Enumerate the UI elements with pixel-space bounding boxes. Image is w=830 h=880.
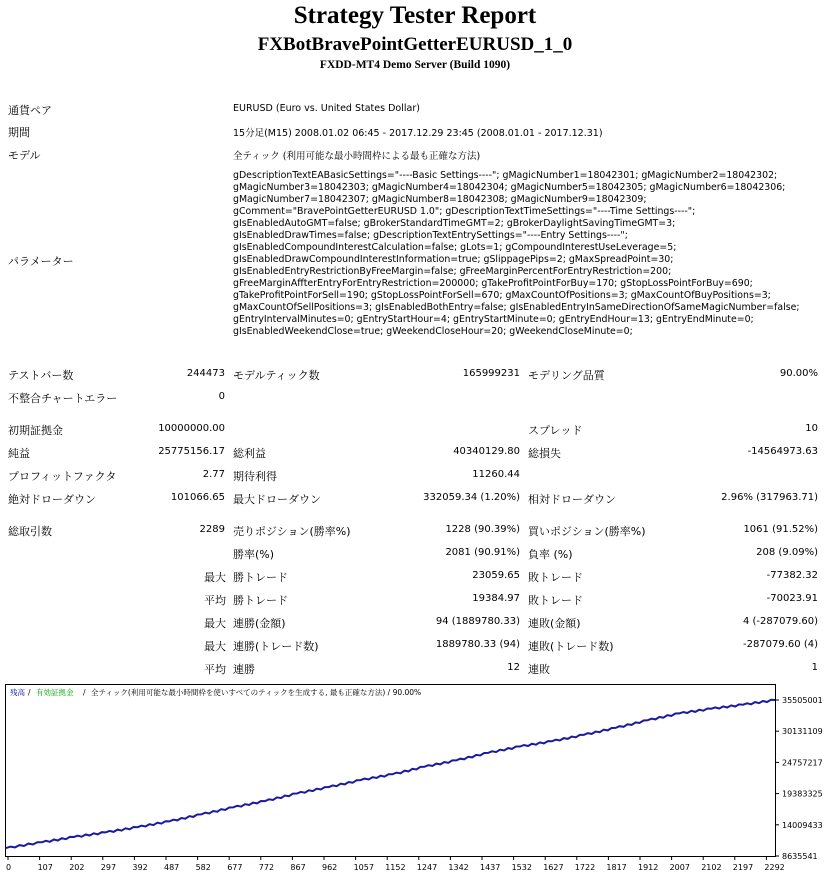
ticks-label: モデルティック数 (233, 369, 320, 382)
param-line: gMaxCountOfSellPositions=3; gIsEnabledBothEntry=false; gIsEnabledEntryInSameDirectionOfSameMagicNumber=false; (233, 302, 800, 313)
balance-point (233, 807, 234, 808)
param-line: gEntryIntervalMinutes=0; gEntryStartHour=4; gEntryStartMinute=0; gEntryEndHour=13; gEntryEndMinute=0; (233, 314, 754, 325)
max-drawdown-value: 332059.34 (1.20%) (423, 492, 520, 503)
cons-losses-money-value: 4 (-287079.60) (742, 616, 818, 627)
x-tick-label: 1722 (574, 863, 596, 872)
expert-name: FXBotBravePointGetterEURUSD_1_0 (257, 34, 573, 55)
x-tick-label: 2007 (669, 863, 690, 872)
y-tick-label: 14009433 (782, 820, 823, 830)
loss-trades-label: 負率 (%) (528, 548, 573, 561)
average-win-value: 19384.97 (472, 593, 520, 604)
balance-point (583, 734, 584, 735)
quality-label: モデリング品質 (528, 369, 605, 382)
param-line: gMagicNumber7=18042307; gMagicNumber8=18042308; gMagicNumber9=18042309; (233, 194, 647, 205)
long-positions-value: 1061 (91.52%) (743, 524, 818, 535)
avg-cons-losses-value: 1 (811, 662, 818, 673)
gross-profit-value: 40340129.80 (453, 446, 520, 457)
param-line: gIsEnabledWeekendClose=true; gWeekendCloseHour=20; gWeekendCloseMinute=0; (233, 326, 633, 337)
balance-point (424, 766, 425, 767)
param-line: gIsEnabledDrawCompoundInterestInformation=true; gSlippagePips=2; gMaxSpreadPoint=30; (233, 254, 674, 265)
x-tick-label: 392 (132, 863, 148, 872)
x-tick-label: 202 (69, 863, 85, 872)
y-tick-label: 35505001 (782, 696, 823, 705)
total-trades-value: 2289 (199, 524, 225, 535)
report-title: Strategy Tester Report (293, 2, 537, 29)
x-tick-label: 772 (258, 863, 275, 872)
net-profit-value: 25775156.17 (158, 446, 225, 457)
ticks-value: 165999231 (462, 368, 520, 379)
balance-point (201, 814, 202, 815)
param-line: gTakeProfitPointForSell=190; gStopLossPointForSell=670; gMaxCountOfPositions=3; gMaxCountOfBuyPositions=3; (233, 290, 771, 301)
parameters-label: パラメーター (8, 255, 74, 268)
cons-losses-trades-label: 連敗(トレード数) (528, 640, 614, 653)
balance-point (519, 746, 520, 747)
relative-drawdown-value: 2.96% (317963.71) (721, 492, 818, 503)
profit-factor-value: 2.77 (202, 469, 225, 480)
bars-value: 244473 (186, 368, 225, 379)
x-tick-label: 2102 (701, 863, 722, 872)
balance-point (456, 760, 457, 761)
x-tick-label: 107 (37, 863, 53, 872)
y-tick-label: 30131109 (782, 727, 823, 737)
average-loss-label: 敗トレード (528, 594, 583, 607)
cons-losses-trades-value: -287079.60 (4) (742, 639, 818, 650)
expected-payoff-label: 期待利得 (233, 470, 277, 483)
x-tick-label: 1437 (480, 863, 501, 872)
balance-point (296, 793, 297, 794)
avg-cons-losses-label: 連敗 (528, 663, 550, 676)
x-tick-label: 1342 (448, 863, 469, 872)
server-info: FXDD-MT4 Demo Server (Build 1090) (319, 59, 511, 71)
short-positions-label: 売りポジション(勝率%) (233, 525, 351, 538)
param-line: gComment="BravePointGetterEURUSD 1.0"; gDescriptionTextTimeSettings="----Time Settings----"; (233, 206, 696, 217)
balance-point (41, 842, 42, 843)
absolute-drawdown-label: 絶対ドローダウン (8, 493, 96, 506)
spread-value: 10 (805, 423, 818, 434)
balance-point (105, 832, 106, 833)
expected-payoff-value: 11260.44 (472, 469, 520, 480)
x-tick-label: 962 (322, 863, 338, 872)
x-tick-label: 1912 (638, 863, 659, 872)
period-value: 15分足(M15) 2008.01.02 06:45 - 2017.12.29 23:45 (2008.01.01 - 2017.12.31) (233, 128, 603, 139)
legend-sep: / (28, 688, 31, 697)
spread-label: スプレッド (528, 424, 583, 437)
balance-point (392, 774, 393, 775)
model-value: 全ティック (利用可能な最小時間枠による最も正確な方法) (233, 151, 481, 162)
legend-balance: 残高 (10, 688, 25, 697)
param-line: gIsEnabledDrawTimes=false; gDescriptionTextEntrySettings="----Entry Settings----"; (233, 230, 628, 241)
loss-trades-value: 208 (9.09%) (756, 547, 818, 558)
x-tick-label: 867 (290, 863, 306, 872)
quality-value: 90.00% (779, 368, 818, 379)
balance-point (488, 752, 489, 753)
balance-point (360, 780, 361, 781)
deposit-value: 10000000.00 (158, 423, 225, 434)
max-consecutive-label: 最大 (204, 617, 226, 630)
param-line: gMagicNumber3=18042303; gMagicNumber4=18042304; gMagicNumber5=18042305; gMagicNumber6=18042306; (233, 182, 786, 193)
x-tick-label: 1627 (543, 863, 564, 872)
legend-model: 全ティック(利用可能な最小時間枠を使いすべてのティックを生成する, 最も正確な方法) / 90.00% (91, 688, 422, 697)
largest-loss-label: 敗トレード (528, 571, 583, 584)
relative-drawdown-label: 相対ドローダウン (528, 493, 616, 506)
x-tick-label: 2197 (732, 863, 754, 872)
cons-wins-trades-value: 1889780.33 (94) (435, 639, 520, 650)
balance-point (743, 704, 744, 705)
param-line: gIsEnabledAutoGMT=false; gBrokerStandardTimeGMT=2; gBrokerDaylightSavingTimeGMT=3; (233, 218, 676, 229)
chart-legend (10, 687, 421, 697)
average-label: 平均 (204, 594, 226, 607)
param-line: gFreeMarginAffterEntryForEntryRestriction=200000; gTakeProfitPointForBuy=170; gStopLossPointForBuy=690; (233, 278, 753, 289)
param-line: gIsEnabledCompoundInterestCalculation=false; gLots=1; gCompoundInterestUseLeverage=5; (233, 242, 677, 253)
win-trades-value: 2081 (90.91%) (445, 547, 520, 558)
x-tick-label: 1817 (606, 863, 627, 872)
balance-point (679, 713, 680, 714)
mismatch-label: 不整合チャートエラー (8, 392, 118, 405)
y-tick-label: 19383325 (782, 789, 823, 799)
x-tick-label: 0 (6, 863, 12, 872)
net-profit-label: 純益 (8, 447, 30, 460)
largest-loss-value: -77382.32 (766, 570, 818, 581)
absolute-drawdown-value: 101066.65 (170, 492, 225, 503)
balance-point (169, 821, 170, 822)
legend-sep: / (83, 688, 86, 697)
win-trades-label: 勝率(%) (233, 548, 275, 561)
balance-point (711, 708, 712, 709)
max-drawdown-label: 最大ドローダウン (233, 493, 321, 506)
balance-point (647, 720, 648, 721)
x-tick-label: 1057 (353, 863, 374, 872)
param-line: gDescriptionTextEABasicSettings="----Basic Settings----"; gMagicNumber1=18042301; gMagicNumber2=18042302; (233, 170, 778, 181)
mismatch-value: 0 (218, 391, 225, 402)
largest-win-label: 勝トレード (233, 571, 288, 584)
avg-cons-wins-value: 12 (507, 662, 520, 673)
cons-wins-money-label: 連勝(金額) (233, 617, 286, 630)
param-line: gIsEnabledEntryRestrictionByFreeMargin=false; gFreeMarginPercentForEntryRestriction=200; (233, 266, 672, 277)
average-consecutive-label: 平均 (204, 663, 226, 676)
x-tick-label: 677 (227, 863, 243, 872)
cons-wins-trades-label: 連勝(トレード数) (233, 640, 319, 653)
balance-point (73, 836, 74, 837)
x-tick-label: 1152 (385, 863, 406, 872)
balance-point (264, 800, 265, 801)
deposit-label: 初期証拠金 (8, 424, 63, 437)
average-loss-value: -70023.91 (766, 593, 818, 604)
x-tick-label: 487 (164, 863, 180, 872)
balance-point (5, 847, 6, 848)
legend-equity: 有効証拠金 (36, 688, 74, 697)
y-tick-label: 24757217 (782, 758, 823, 768)
model-label: モデル (8, 149, 41, 162)
largest-win-value: 23059.65 (472, 570, 520, 581)
balance-point (137, 827, 138, 828)
balance-chart (5, 684, 825, 874)
total-trades-label: 総取引数 (8, 525, 52, 538)
balance-point (551, 741, 552, 742)
profit-factor-label: プロフィットファクタ (8, 470, 117, 483)
balance-point (328, 787, 329, 788)
symbol-label: 通貨ペア (8, 104, 52, 117)
avg-cons-wins-label: 連勝 (233, 663, 255, 676)
period-label: 期間 (8, 126, 30, 139)
x-tick-label: 582 (195, 863, 211, 872)
balance-point (615, 727, 616, 728)
max-consecutive-label-2: 最大 (204, 640, 226, 653)
y-tick-label: 8635541 (782, 852, 818, 861)
gross-profit-label: 総利益 (233, 447, 266, 460)
x-tick-label: 297 (100, 863, 117, 872)
gross-loss-value: -14564973.63 (747, 446, 818, 457)
bars-label: テストバー数 (8, 369, 74, 382)
gross-loss-label: 総損失 (528, 447, 561, 460)
largest-label: 最大 (204, 571, 226, 584)
symbol-value: EURUSD (Euro vs. United States Dollar) (233, 103, 420, 114)
average-win-label: 勝トレード (233, 594, 288, 607)
parameters-text (233, 170, 823, 338)
cons-losses-money-label: 連敗(金額) (528, 617, 581, 630)
short-positions-value: 1228 (90.39%) (445, 524, 520, 535)
long-positions-label: 買いポジション(勝率%) (528, 525, 646, 538)
balance-chart-svg (5, 684, 825, 874)
x-tick-label: 2292 (764, 863, 785, 872)
x-tick-label: 1247 (416, 863, 438, 872)
x-tick-label: 1532 (511, 863, 532, 872)
cons-wins-money-value: 94 (1889780.33) (435, 616, 520, 627)
